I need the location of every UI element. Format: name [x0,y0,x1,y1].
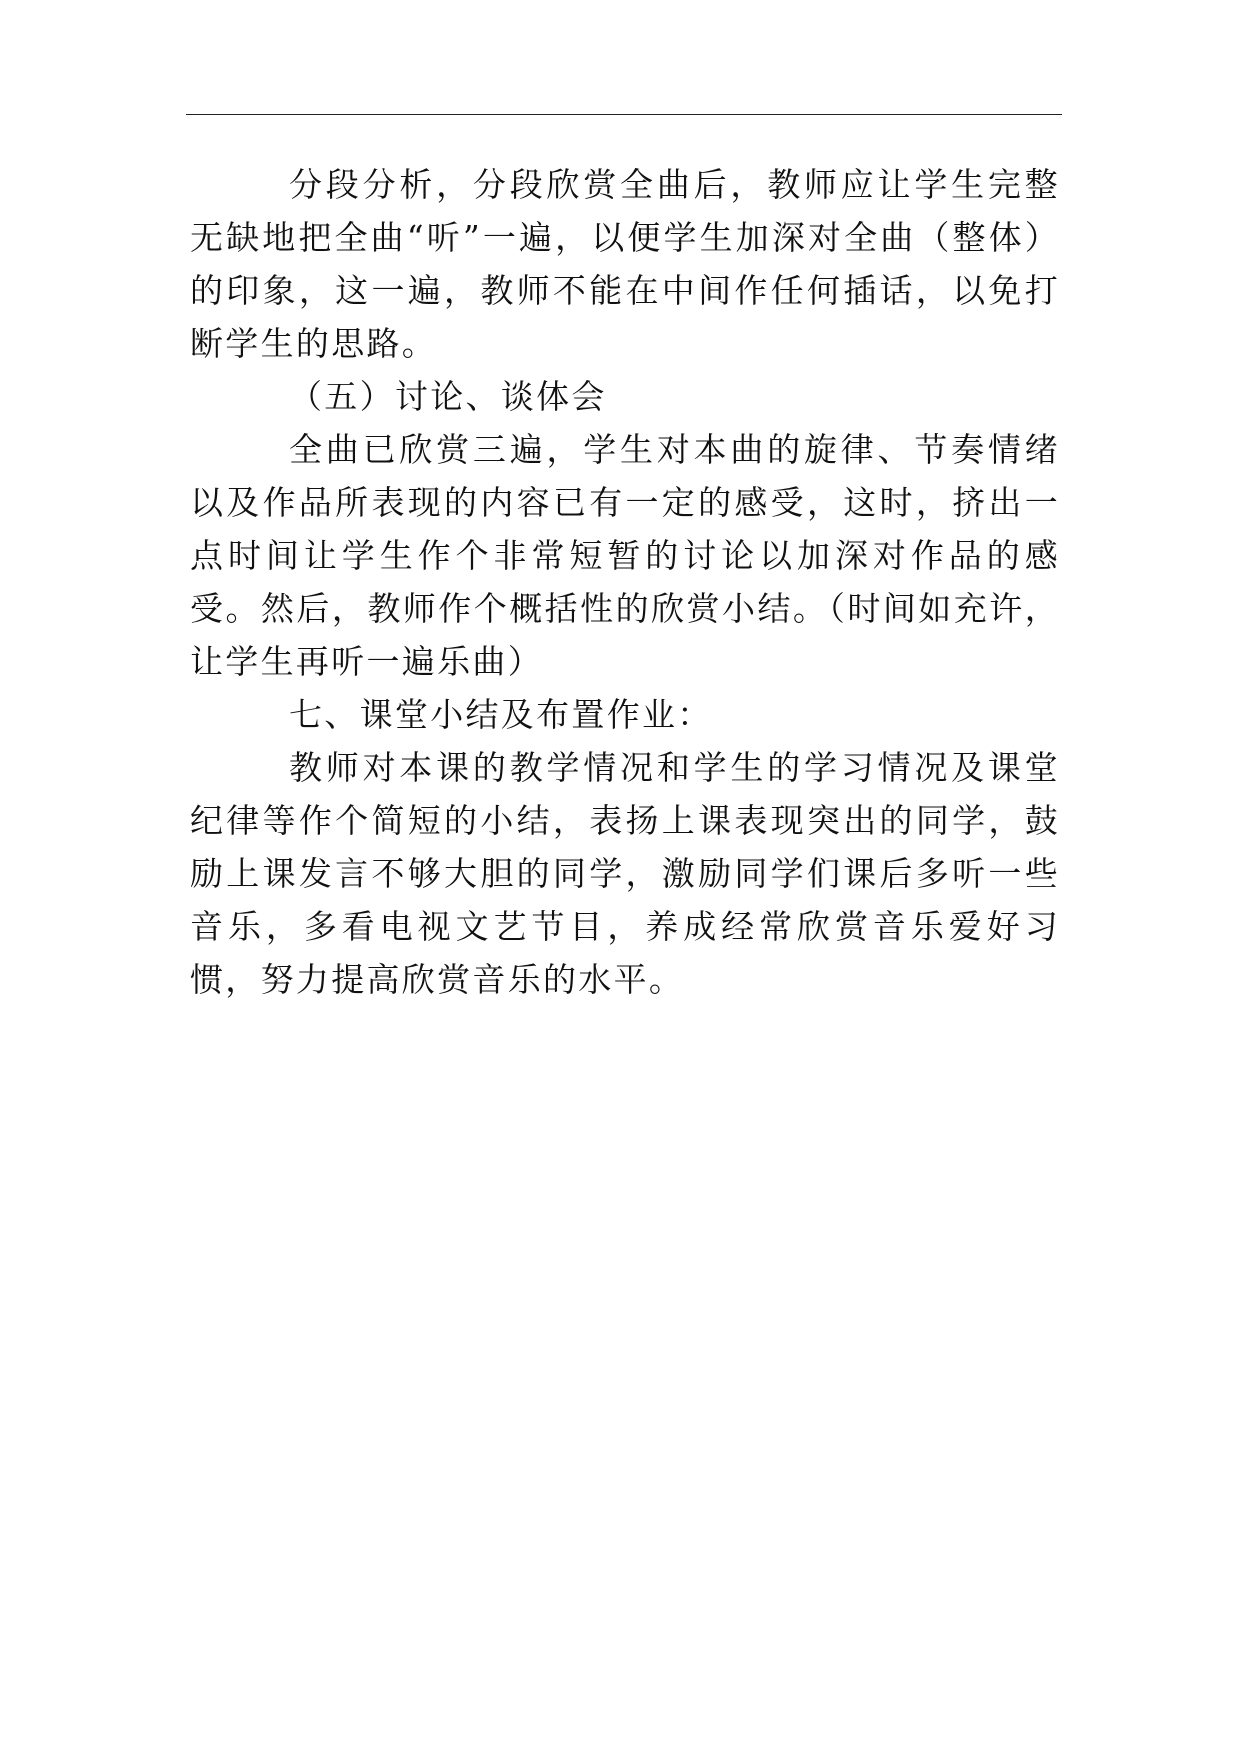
heading-discussion: （五）讨论、谈体会 [289,377,607,416]
header-rule [186,114,1062,115]
heading-summary: 七、课堂小结及布置作业： [289,695,713,734]
paragraph-analysis: 分段分析，分段欣赏全曲后，教师应让学生完整无缺地把全曲“听”一遍，以便学生加深对全曲（整体）的印象，这一遍，教师不能在中间作任何插话，以免打断学生的思路。 [190,165,1060,363]
document-body [190,158,1060,1006]
paragraph-discussion: 全曲已欣赏三遍，学生对本曲的旋律、节奏情绪以及作品所表现的内容已有一定的感受，这时，挤出一点时间让学生作个非常短暂的讨论以加深对作品的感受。然后，教师作个概括性的欣赏小结。（时间如充许，让学生再听一遍乐曲） [190,430,1060,681]
paragraph-summary: 教师对本课的教学情况和学生的学习情况及课堂纪律等作个简短的小结，表扬上课表现突出的同学，鼓励上课发言不够大胆的同学，激励同学们课后多听一些音乐，多看电视文艺节目，养成经常欣赏音乐爱好习惯，努力提高欣赏音乐的水平。 [190,748,1060,999]
